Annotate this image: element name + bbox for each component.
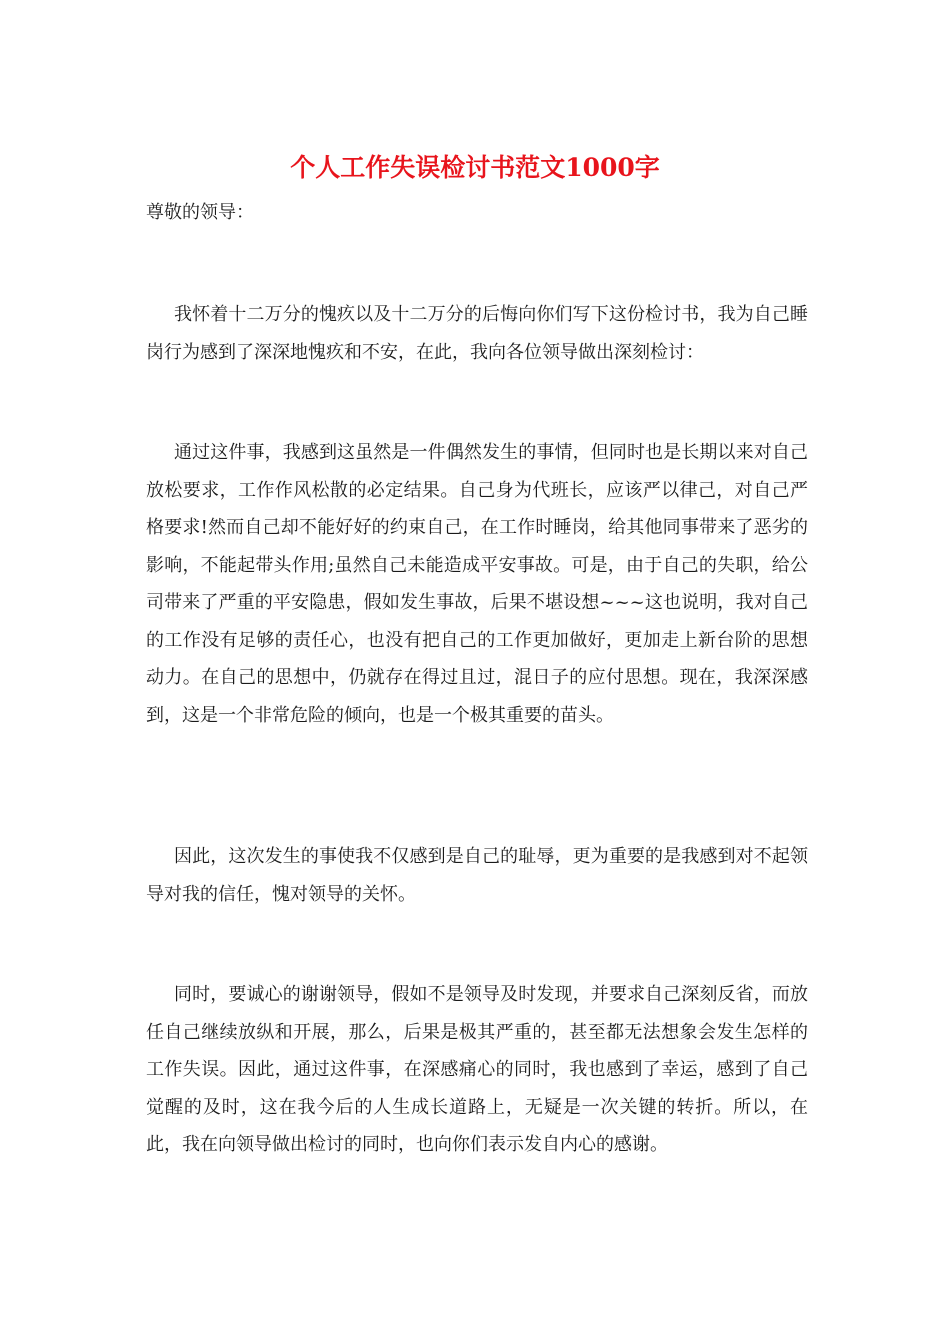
salutation: 尊敬的领导： xyxy=(146,202,254,223)
paragraph-2: 通过这件事，我感到这虽然是一件偶然发生的事情，但同时也是长期以来对自己放松要求，工作作风松散的必定结果。自己身为代班长，应该严以律己，对自己严格要求!然而自己却不能好好的约束自己，在工作时睡岗，给其他同事带来了恶劣的影响，不能起带头作用;虽然自己未能造成平安事故。可是，由于自己的失职，给公司带来了严重的平安隐患，假如发生事故，后果不堪设想~~~这也说明，我对自己的工作没有足够的责任心，也没有把自己的工作更加做好，更加走上新台阶的思想动力。在自己的思想中，仍就存在得过且过，混日子的应付思想。现在，我深深感到，这是一个非常危险的倾向，也是一个极其重要的苗头。 xyxy=(146,442,808,726)
paragraph-4: 同时，要诚心的谢谢领导，假如不是领导及时发现，并要求自己深刻反省，而放任自己继续放纵和开展，那么，后果是极其严重的，甚至都无法想象会发生怎样的工作失误。因此，通过这件事，在深感痛心的同时，我也感到了幸运，感到了自己觉醒的及时，这在我今后的人生成长道路上，无疑是一次关键的转折。所以，在此，我在向领导做出检讨的同时，也向你们表示发自内心的感谢。 xyxy=(146,984,808,1155)
paragraph-1: 我怀着十二万分的愧疚以及十二万分的后悔向你们写下这份检讨书，我为自己睡岗行为感到了深深地愧疚和不安，在此，我向各位领导做出深刻检讨： xyxy=(146,304,808,363)
document-title: 个人工作失误检讨书范文1000字 xyxy=(290,153,660,182)
paragraph-3: 因此，这次发生的事使我不仅感到是自己的耻辱，更为重要的是我感到对不起领导对我的信任，愧对领导的关怀。 xyxy=(146,846,808,905)
